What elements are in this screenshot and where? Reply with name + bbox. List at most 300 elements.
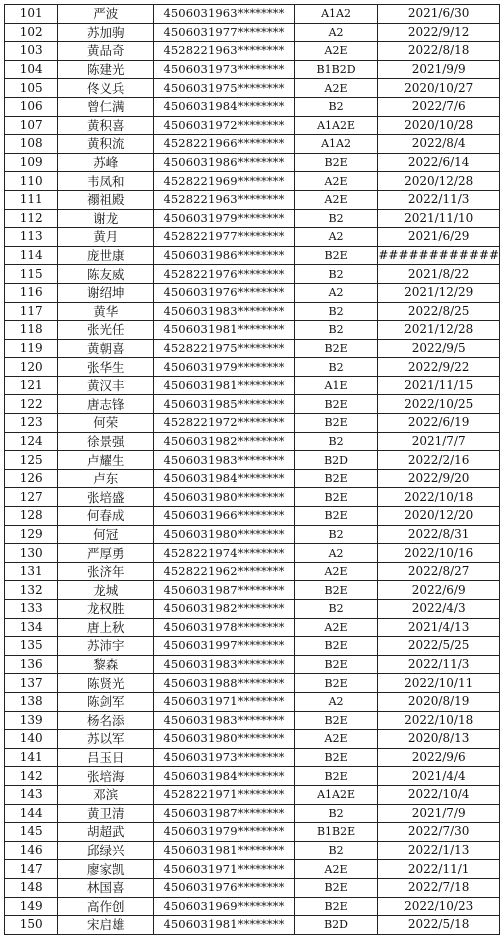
date-cell: 2022/1/13	[378, 841, 500, 860]
row-number-cell: 130	[5, 544, 58, 563]
license-class-cell: B2	[294, 600, 378, 619]
table-row	[5, 209, 500, 228]
row-number-cell: 120	[5, 358, 58, 377]
license-class-cell: A2E	[294, 562, 378, 581]
id-number-cell: 4506031984********	[154, 767, 295, 786]
name-cell: 张光任	[58, 321, 154, 340]
id-number-cell: 4506031983********	[154, 302, 295, 321]
id-number-cell: 4506031981********	[154, 841, 295, 860]
table-row	[5, 283, 500, 302]
name-cell: 卢耀生	[58, 451, 154, 470]
table-row	[5, 321, 500, 340]
id-number-cell: 4528221975********	[154, 339, 295, 358]
id-number-cell: 4506031971********	[154, 692, 295, 711]
table-row	[5, 841, 500, 860]
table-row	[5, 228, 500, 247]
table-row	[5, 172, 500, 191]
table-row	[5, 860, 500, 879]
id-number-cell: 4506031987********	[154, 581, 295, 600]
license-class-cell: A2E	[294, 172, 378, 191]
license-class-cell: A2E	[294, 618, 378, 637]
row-number-cell: 145	[5, 823, 58, 842]
name-cell: 苏沛宇	[58, 637, 154, 656]
id-number-cell: 4506031969********	[154, 897, 295, 916]
id-number-cell: 4506031973********	[154, 748, 295, 767]
row-number-cell: 112	[5, 209, 58, 228]
date-cell: 2021/9/9	[378, 60, 500, 79]
date-cell: 2022/10/11	[378, 674, 500, 693]
license-class-cell: B2E	[294, 655, 378, 674]
table-row	[5, 823, 500, 842]
row-number-cell: 136	[5, 655, 58, 674]
license-class-cell: A2E	[294, 860, 378, 879]
row-number-cell: 114	[5, 246, 58, 265]
date-cell: 2022/10/18	[378, 711, 500, 730]
date-cell: 2021/6/30	[378, 5, 500, 24]
row-number-cell: 150	[5, 916, 58, 935]
date-cell: 2022/8/31	[378, 525, 500, 544]
table-row	[5, 544, 500, 563]
row-number-cell: 128	[5, 507, 58, 526]
license-class-cell: B2	[294, 321, 378, 340]
date-cell: 2020/10/27	[378, 79, 500, 98]
id-number-cell: 4506031984********	[154, 97, 295, 116]
license-class-cell: B2D	[294, 451, 378, 470]
name-cell: 陈贤光	[58, 674, 154, 693]
id-number-cell: 4506031982********	[154, 432, 295, 451]
date-cell: 2022/7/30	[378, 823, 500, 842]
license-class-cell: B2	[294, 302, 378, 321]
row-number-cell: 124	[5, 432, 58, 451]
table-row	[5, 339, 500, 358]
name-cell: 严波	[58, 5, 154, 24]
row-number-cell: 115	[5, 265, 58, 284]
row-number-cell: 127	[5, 488, 58, 507]
name-cell: 苏以军	[58, 730, 154, 749]
id-number-cell: 4506031976********	[154, 283, 295, 302]
name-cell: 佟义兵	[58, 79, 154, 98]
row-number-cell: 107	[5, 116, 58, 135]
date-cell: 2022/11/1	[378, 860, 500, 879]
license-class-cell: B2E	[294, 488, 378, 507]
date-cell: 2022/8/4	[378, 135, 500, 154]
name-cell: 苏峰	[58, 153, 154, 172]
name-cell: 龙城	[58, 581, 154, 600]
row-number-cell: 105	[5, 79, 58, 98]
name-cell: 谢龙	[58, 209, 154, 228]
id-number-cell: 4506031973********	[154, 60, 295, 79]
id-number-cell: 4528221974********	[154, 544, 295, 563]
id-number-cell: 4506031983********	[154, 451, 295, 470]
name-cell: 张培海	[58, 767, 154, 786]
row-number-cell: 137	[5, 674, 58, 693]
license-class-cell: A1A2	[294, 135, 378, 154]
row-number-cell: 125	[5, 451, 58, 470]
table-row	[5, 358, 500, 377]
date-cell: 2022/7/6	[378, 97, 500, 116]
id-number-cell: 4506031979********	[154, 209, 295, 228]
id-number-cell: 4506031986********	[154, 153, 295, 172]
license-class-cell: B2	[294, 841, 378, 860]
date-cell: 2022/11/3	[378, 655, 500, 674]
name-cell: 黄积流	[58, 135, 154, 154]
row-number-cell: 116	[5, 283, 58, 302]
date-cell: 2022/9/6	[378, 748, 500, 767]
license-class-cell: A2E	[294, 730, 378, 749]
driver-license-table	[4, 4, 500, 935]
id-number-cell: 4506031975********	[154, 79, 295, 98]
date-cell: 2021/8/22	[378, 265, 500, 284]
row-number-cell: 139	[5, 711, 58, 730]
date-cell: 2021/11/10	[378, 209, 500, 228]
date-cell: 2022/9/5	[378, 339, 500, 358]
name-cell: 邱绿兴	[58, 841, 154, 860]
id-number-cell: 4506031980********	[154, 730, 295, 749]
id-number-cell: 4528221966********	[154, 135, 295, 154]
license-class-cell: A2	[294, 283, 378, 302]
row-number-cell: 110	[5, 172, 58, 191]
name-cell: 邓滨	[58, 785, 154, 804]
id-number-cell: 4506031980********	[154, 525, 295, 544]
license-class-cell: B2	[294, 97, 378, 116]
date-cell: 2022/9/22	[378, 358, 500, 377]
table-row	[5, 711, 500, 730]
name-cell: 庞世康	[58, 246, 154, 265]
date-cell: 2022/10/16	[378, 544, 500, 563]
license-class-cell: A2	[294, 23, 378, 42]
row-number-cell: 148	[5, 878, 58, 897]
row-number-cell: 101	[5, 5, 58, 24]
name-cell: 严厚勇	[58, 544, 154, 563]
row-number-cell: 129	[5, 525, 58, 544]
table-row	[5, 785, 500, 804]
name-cell: 徐景强	[58, 432, 154, 451]
name-cell: 黎森	[58, 655, 154, 674]
date-cell: 2022/8/25	[378, 302, 500, 321]
id-number-cell: 4528221976********	[154, 265, 295, 284]
name-cell: 林国喜	[58, 878, 154, 897]
name-cell: 苏加驹	[58, 23, 154, 42]
name-cell: 卢东	[58, 469, 154, 488]
table-row	[5, 190, 500, 209]
name-cell: 唐志锋	[58, 395, 154, 414]
date-cell: ############	[378, 246, 500, 265]
name-cell: 韦凤和	[58, 172, 154, 191]
name-cell: 陈建光	[58, 60, 154, 79]
license-class-cell: A2E	[294, 42, 378, 61]
row-number-cell: 118	[5, 321, 58, 340]
date-cell: 2021/12/28	[378, 321, 500, 340]
table-row	[5, 562, 500, 581]
license-class-cell: B2E	[294, 711, 378, 730]
id-number-cell: 4506031986********	[154, 246, 295, 265]
row-number-cell: 149	[5, 897, 58, 916]
row-number-cell: 119	[5, 339, 58, 358]
row-number-cell: 133	[5, 600, 58, 619]
date-cell: 2022/10/25	[378, 395, 500, 414]
date-cell: 2021/4/13	[378, 618, 500, 637]
license-class-cell: B2E	[294, 414, 378, 433]
id-number-cell: 4528221963********	[154, 42, 295, 61]
id-number-cell: 4506031966********	[154, 507, 295, 526]
row-number-cell: 106	[5, 97, 58, 116]
name-cell: 黄品奇	[58, 42, 154, 61]
license-class-cell: B2E	[294, 767, 378, 786]
table-row	[5, 469, 500, 488]
row-number-cell: 147	[5, 860, 58, 879]
date-cell: 2022/5/25	[378, 637, 500, 656]
row-number-cell: 144	[5, 804, 58, 823]
id-number-cell: 4506031981********	[154, 916, 295, 935]
license-class-cell: B2	[294, 209, 378, 228]
name-cell: 谢绍坤	[58, 283, 154, 302]
name-cell: 黄汉丰	[58, 376, 154, 395]
date-cell: 2022/8/18	[378, 42, 500, 61]
date-cell: 2022/6/14	[378, 153, 500, 172]
license-class-cell: B2E	[294, 581, 378, 600]
id-number-cell: 4506031979********	[154, 358, 295, 377]
row-number-cell: 138	[5, 692, 58, 711]
license-class-cell: A2E	[294, 190, 378, 209]
row-number-cell: 109	[5, 153, 58, 172]
date-cell: 2021/12/29	[378, 283, 500, 302]
table-row	[5, 451, 500, 470]
name-cell: 唐上秋	[58, 618, 154, 637]
id-number-cell: 4506031971********	[154, 860, 295, 879]
name-cell: 黄积喜	[58, 116, 154, 135]
name-cell: 宋启雄	[58, 916, 154, 935]
table-row	[5, 674, 500, 693]
license-class-cell: B1B2E	[294, 823, 378, 842]
name-cell: 张培盛	[58, 488, 154, 507]
date-cell: 2020/8/19	[378, 692, 500, 711]
row-number-cell: 142	[5, 767, 58, 786]
license-class-cell: A1A2	[294, 5, 378, 24]
row-number-cell: 141	[5, 748, 58, 767]
name-cell: 黄月	[58, 228, 154, 247]
table-row	[5, 916, 500, 935]
name-cell: 黄卫清	[58, 804, 154, 823]
row-number-cell: 113	[5, 228, 58, 247]
name-cell: 何冠	[58, 525, 154, 544]
name-cell: 高作创	[58, 897, 154, 916]
row-number-cell: 103	[5, 42, 58, 61]
row-number-cell: 117	[5, 302, 58, 321]
table-row	[5, 730, 500, 749]
id-number-cell: 4506031981********	[154, 321, 295, 340]
row-number-cell: 122	[5, 395, 58, 414]
table-row	[5, 488, 500, 507]
license-class-cell: A1A2E	[294, 116, 378, 135]
license-class-cell: B2E	[294, 748, 378, 767]
license-class-cell: B2	[294, 525, 378, 544]
date-cell: 2021/11/15	[378, 376, 500, 395]
license-class-cell: A2	[294, 228, 378, 247]
table-row	[5, 97, 500, 116]
id-number-cell: 4506031977********	[154, 23, 295, 42]
row-number-cell: 126	[5, 469, 58, 488]
table-row	[5, 637, 500, 656]
table-row	[5, 395, 500, 414]
table-row	[5, 692, 500, 711]
row-number-cell: 143	[5, 785, 58, 804]
table-row	[5, 265, 500, 284]
id-number-cell: 4528221962********	[154, 562, 295, 581]
license-class-cell: B2	[294, 265, 378, 284]
license-class-cell: B2E	[294, 878, 378, 897]
row-number-cell: 104	[5, 60, 58, 79]
license-class-cell: A1E	[294, 376, 378, 395]
date-cell: 2022/6/9	[378, 581, 500, 600]
table-row	[5, 116, 500, 135]
id-number-cell: 4506031981********	[154, 376, 295, 395]
license-class-cell: A2E	[294, 79, 378, 98]
license-class-cell: B2	[294, 358, 378, 377]
table-row	[5, 153, 500, 172]
license-class-cell: B2E	[294, 469, 378, 488]
table-row	[5, 5, 500, 24]
license-class-cell: B2E	[294, 153, 378, 172]
date-cell: 2022/6/19	[378, 414, 500, 433]
name-cell: 廖家凯	[58, 860, 154, 879]
license-class-cell: B2	[294, 432, 378, 451]
license-class-cell: B2E	[294, 507, 378, 526]
table-row	[5, 507, 500, 526]
name-cell: 曾仁满	[58, 97, 154, 116]
name-cell: 陈友威	[58, 265, 154, 284]
date-cell: 2022/7/18	[378, 878, 500, 897]
id-number-cell: 4506031985********	[154, 395, 295, 414]
table-row	[5, 79, 500, 98]
id-number-cell: 4506031983********	[154, 655, 295, 674]
table-row	[5, 748, 500, 767]
license-class-cell: B1B2D	[294, 60, 378, 79]
row-number-cell: 123	[5, 414, 58, 433]
date-cell: 2021/7/7	[378, 432, 500, 451]
name-cell: 吕玉日	[58, 748, 154, 767]
table-row	[5, 581, 500, 600]
table-row	[5, 525, 500, 544]
id-number-cell: 4528221972********	[154, 414, 295, 433]
license-class-cell: B2E	[294, 674, 378, 693]
id-number-cell: 4506031976********	[154, 878, 295, 897]
name-cell: 黄华	[58, 302, 154, 321]
date-cell: 2020/12/28	[378, 172, 500, 191]
id-number-cell: 4506031987********	[154, 804, 295, 823]
table-row	[5, 655, 500, 674]
license-class-cell: B2E	[294, 897, 378, 916]
name-cell: 黄朝喜	[58, 339, 154, 358]
id-number-cell: 4528221977********	[154, 228, 295, 247]
date-cell: 2022/5/18	[378, 916, 500, 935]
table-row	[5, 897, 500, 916]
id-number-cell: 4506031980********	[154, 488, 295, 507]
name-cell: 张济年	[58, 562, 154, 581]
date-cell: 2022/10/18	[378, 488, 500, 507]
license-class-cell: B2	[294, 804, 378, 823]
table-row	[5, 42, 500, 61]
table-row	[5, 246, 500, 265]
name-cell: 张华生	[58, 358, 154, 377]
id-number-cell: 4528221969********	[154, 172, 295, 191]
table-row	[5, 767, 500, 786]
row-number-cell: 134	[5, 618, 58, 637]
table-row	[5, 432, 500, 451]
license-class-cell: B2E	[294, 339, 378, 358]
date-cell: 2020/8/13	[378, 730, 500, 749]
name-cell: 何春成	[58, 507, 154, 526]
license-class-cell: B2E	[294, 637, 378, 656]
id-number-cell: 4506031983********	[154, 711, 295, 730]
name-cell: 龙权胜	[58, 600, 154, 619]
id-number-cell: 4506031984********	[154, 469, 295, 488]
id-number-cell: 4506031988********	[154, 674, 295, 693]
table-row	[5, 600, 500, 619]
id-number-cell: 4528221971********	[154, 785, 295, 804]
name-cell: 陈剑军	[58, 692, 154, 711]
date-cell: 2020/10/28	[378, 116, 500, 135]
id-number-cell: 4506031963********	[154, 5, 295, 24]
date-cell: 2022/4/3	[378, 600, 500, 619]
id-number-cell: 4528221963********	[154, 190, 295, 209]
id-number-cell: 4506031978********	[154, 618, 295, 637]
row-number-cell: 108	[5, 135, 58, 154]
date-cell: 2022/10/4	[378, 785, 500, 804]
row-number-cell: 131	[5, 562, 58, 581]
date-cell: 2021/6/29	[378, 228, 500, 247]
table-row	[5, 618, 500, 637]
date-cell: 2022/10/23	[378, 897, 500, 916]
license-class-cell: B2E	[294, 395, 378, 414]
row-number-cell: 121	[5, 376, 58, 395]
license-class-cell: A2	[294, 692, 378, 711]
name-cell: 何荣	[58, 414, 154, 433]
table-row	[5, 804, 500, 823]
row-number-cell: 111	[5, 190, 58, 209]
row-number-cell: 102	[5, 23, 58, 42]
id-number-cell: 4506031979********	[154, 823, 295, 842]
table-row	[5, 414, 500, 433]
date-cell: 2022/8/27	[378, 562, 500, 581]
license-class-cell: B2D	[294, 916, 378, 935]
row-number-cell: 132	[5, 581, 58, 600]
id-number-cell: 4506031997********	[154, 637, 295, 656]
name-cell: 胡超武	[58, 823, 154, 842]
date-cell: 2022/9/20	[378, 469, 500, 488]
license-class-cell: A2	[294, 544, 378, 563]
table-row	[5, 23, 500, 42]
row-number-cell: 140	[5, 730, 58, 749]
date-cell: 2021/7/9	[378, 804, 500, 823]
table-row	[5, 376, 500, 395]
license-class-cell: A1A2E	[294, 785, 378, 804]
date-cell: 2022/2/16	[378, 451, 500, 470]
row-number-cell: 135	[5, 637, 58, 656]
name-cell: 杨名添	[58, 711, 154, 730]
date-cell: 2022/9/12	[378, 23, 500, 42]
table-row	[5, 302, 500, 321]
id-number-cell: 4506031972********	[154, 116, 295, 135]
row-number-cell: 146	[5, 841, 58, 860]
table-row	[5, 135, 500, 154]
name-cell: 禤祖殿	[58, 190, 154, 209]
license-class-cell: B2E	[294, 246, 378, 265]
date-cell: 2021/4/4	[378, 767, 500, 786]
id-number-cell: 4506031982********	[154, 600, 295, 619]
date-cell: 2022/11/3	[378, 190, 500, 209]
table-row	[5, 878, 500, 897]
date-cell: 2020/12/20	[378, 507, 500, 526]
